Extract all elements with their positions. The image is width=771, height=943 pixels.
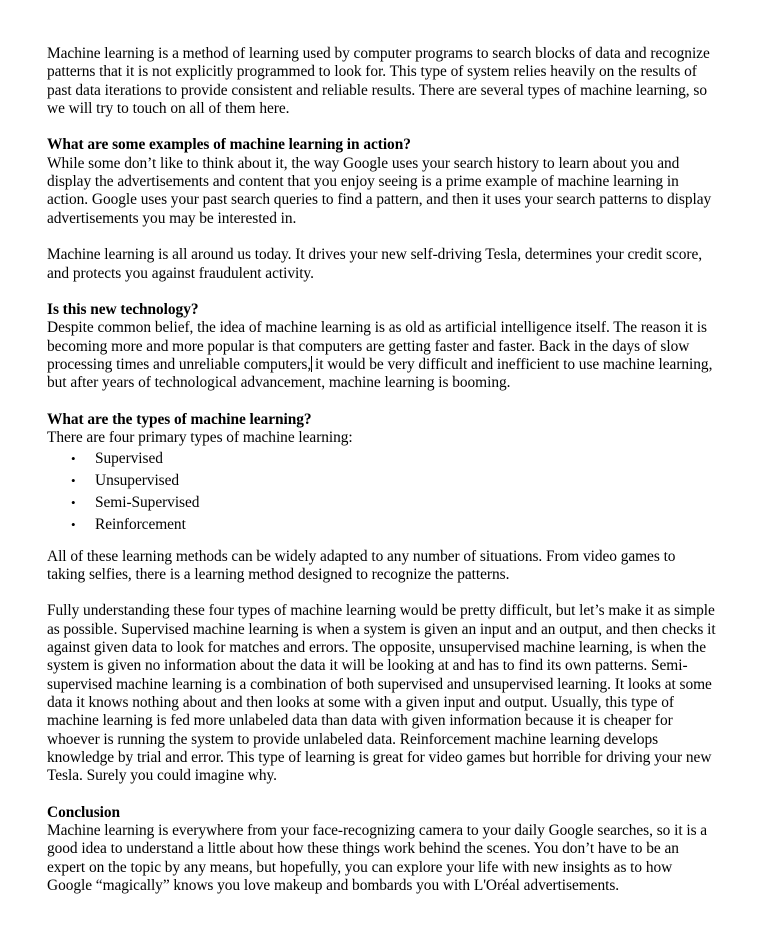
examples-paragraph-1: While some don’t like to think about it, the way Google uses your search history to learn about you and display the advertisements and content that you enjoy seeing is a prime example of machine learning in action. Google uses your past search queries to find a pattern, and then it uses your search patterns to display advertisements you may be interested in. xyxy=(47,154,712,227)
text-before-cursor: Despite common belief, the idea of machine learning is as old as artificial intelligence itself. The reason it is becoming more and more popular is that computers are getting faster and faster. Back in the days of slow processing times and unreliable computers, xyxy=(47,319,707,374)
text-after-cursor: it would be very difficult and inefficient to use machine learning, but after years of technological advancement, machine learning is booming. xyxy=(47,356,713,392)
list-item-label: Supervised xyxy=(95,449,163,467)
list-item xyxy=(47,514,717,536)
spacer xyxy=(47,228,717,246)
types-list xyxy=(47,448,717,536)
examples-paragraph-2: Machine learning is all around us today. It drives your new self-driving Tesla, determines your credit score, and protects you against fraudulent activity. xyxy=(47,246,703,282)
bullet-icon: • xyxy=(71,516,76,532)
heading-new-technology: Is this new technology? xyxy=(47,301,199,319)
heading-types: What are the types of machine learning? xyxy=(47,410,312,428)
bullet-icon: • xyxy=(71,450,76,466)
list-item xyxy=(47,470,717,492)
spacer xyxy=(47,393,717,411)
heading-examples: What are some examples of machine learning in action? xyxy=(47,136,411,154)
list-item-label: Reinforcement xyxy=(95,515,186,533)
spacer xyxy=(47,118,717,136)
list-item-label: Semi-Supervised xyxy=(95,493,200,511)
spacer xyxy=(47,536,717,548)
types-intro: There are four primary types of machine learning: xyxy=(47,429,353,447)
heading-conclusion: Conclusion xyxy=(47,803,121,821)
intro-paragraph: Machine learning is a method of learning used by computer programs to search blocks of data and recognize patterns that it is not explicitly programmed to look for. This type of system relies heavily on the results of past data iterations to provide consistent and reliable results. There are several types of machine learning, so we will try to touch on all of them here. xyxy=(47,45,710,117)
spacer xyxy=(47,785,717,803)
types-paragraph-2: Fully understanding these four types of machine learning would be pretty difficult, but let’s make it as simple as possible. Supervised machine learning is when a system is given an input and an output, and then checks it against given data to look for matches and errors. The opposite, unsupervised machine learning, is when the system is given no information about the data it will be looking at and has to find its own patterns. Semi-supervised machine learning is a combination of both supervised and unsupervised learning. It looks at some data it knows nothing about and then looks at some with a given input and output. Usually, this type of machine learning is fed more unlabeled data than data with given information because it is cheaper for whoever is running the system to provide unlabeled data. Reinforcement machine learning develops knowledge by trial and error. This type of learning is great for video games but horrible for driving your new Tesla. Surely you could imagine why. xyxy=(47,602,716,785)
types-paragraph-1: All of these learning methods can be widely adapted to any number of situations. From video games to taking selfies, there is a learning method designed to recognize the patterns. xyxy=(47,547,676,583)
bullet-icon: • xyxy=(71,472,76,488)
conclusion-paragraph: Machine learning is everywhere from your face-recognizing camera to your daily Google searches, so it is a good idea to understand a little about how these things work behind the scenes. You don’t have to be an expert on the topic by any means, but hopefully, you can explore your life with new insights as to how Google “magically” knows you love makeup and bombards you with L'Oréal advertisements. xyxy=(47,821,708,894)
bullet-icon: • xyxy=(71,494,76,510)
list-item xyxy=(47,492,717,514)
document-body[interactable] xyxy=(47,45,717,895)
list-item xyxy=(47,448,717,470)
spacer xyxy=(47,584,717,602)
list-item-label: Unsupervised xyxy=(95,471,180,489)
spacer xyxy=(47,283,717,301)
new-technology-paragraph xyxy=(47,319,717,392)
